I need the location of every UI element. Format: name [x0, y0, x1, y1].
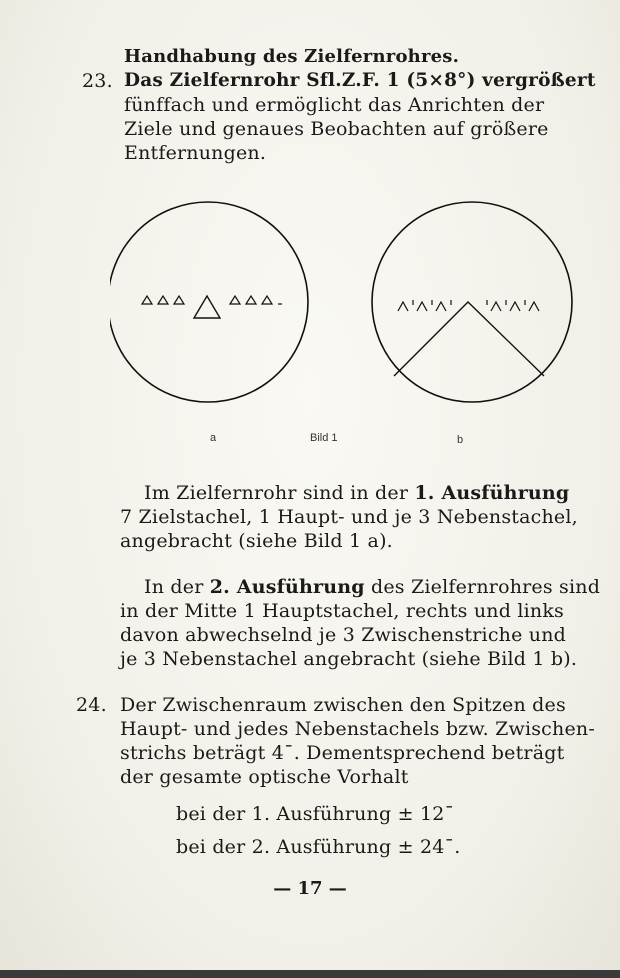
reticle-b-marks: [394, 300, 544, 376]
para2-line-1: [144, 576, 600, 598]
reticle-a-main-post: [194, 296, 220, 318]
para2-line-3: davon abwechselnd je 3 Zwischenstriche und: [120, 624, 567, 646]
para2-line-2: in der Mitte 1 Hauptstachel, rechts und links: [120, 600, 564, 622]
figure-caption-a: a: [210, 432, 217, 444]
reticle-b-side-post: [417, 302, 427, 311]
section-heading: Handhabung des Zielfernrohres.: [124, 46, 460, 67]
reticle-circle-a: [110, 202, 308, 402]
para1-line-1-text: Im Zielfernrohr sind in der: [144, 482, 415, 504]
reticle-a-marks: [142, 296, 282, 318]
para1-line-1-bold: 1. Ausführung: [414, 482, 570, 504]
reticle-b-side-post: [491, 302, 501, 311]
reticle-b-main-post: [394, 302, 544, 376]
section24-line-4: der gesamte optische Vorhalt: [120, 766, 409, 788]
reticle-b-side-post: [529, 302, 539, 311]
reticle-a-side-post: [142, 296, 152, 304]
reticle-a-side-post: [158, 296, 168, 304]
reticle-figure: [110, 196, 580, 416]
section-number-24: 24.: [76, 694, 107, 716]
reticle-a-side-post: [174, 296, 184, 304]
section23-line-2: fünffach und ermöglicht das Anrichten der: [124, 94, 545, 116]
para2-line-1-bold: 2. Ausführung: [209, 576, 365, 598]
para1-line-1: [144, 482, 569, 504]
section24-line-3: strichs beträgt 4¯. Dementsprechend beträgt: [120, 742, 565, 764]
section23-line-1: Das Zielfernrohr Sfl.Z.F. 1 (5×8°) vergrößert: [124, 70, 596, 91]
reticle-a-side-post: [246, 296, 256, 304]
section24-line-2: Haupt- und jedes Nebenstachels bzw. Zwischen-: [120, 718, 595, 740]
para2-line-1-text: In der: [144, 576, 210, 598]
scan-edge-band: [0, 970, 620, 978]
reticle-b-side-post: [398, 302, 408, 311]
section23-line-3: Ziele und genaues Beobachten auf größere: [124, 118, 549, 140]
para2-line-4: je 3 Nebenstachel angebracht (siehe Bild 1 b).: [120, 648, 578, 670]
reticle-b-side-post: [510, 302, 520, 311]
reticle-circle-b: [372, 202, 572, 402]
reticle-b-side-post: [436, 302, 446, 311]
para1-line-2: 7 Zielstachel, 1 Haupt- und je 3 Nebenstachel,: [120, 506, 578, 528]
section-number-23: 23.: [82, 70, 113, 92]
page-number: — 17 —: [273, 878, 347, 899]
para1-line-3: angebracht (siehe Bild 1 a).: [120, 530, 393, 552]
figure-caption-title: Bild 1: [310, 432, 338, 444]
para2-line-1-rest: des Zielfernrohres sind: [364, 576, 601, 598]
reticle-a-side-post: [230, 296, 240, 304]
section23-line-4: Entfernungen.: [124, 142, 267, 164]
section24-line-1: Der Zwischenraum zwischen den Spitzen des: [120, 694, 566, 716]
section24-line-5: bei der 1. Ausführung ± 12¯: [176, 803, 455, 825]
section24-line-6: bei der 2. Ausführung ± 24¯.: [176, 836, 461, 858]
reticle-a-side-post: [262, 296, 272, 304]
figure-caption-b: b: [457, 434, 464, 446]
